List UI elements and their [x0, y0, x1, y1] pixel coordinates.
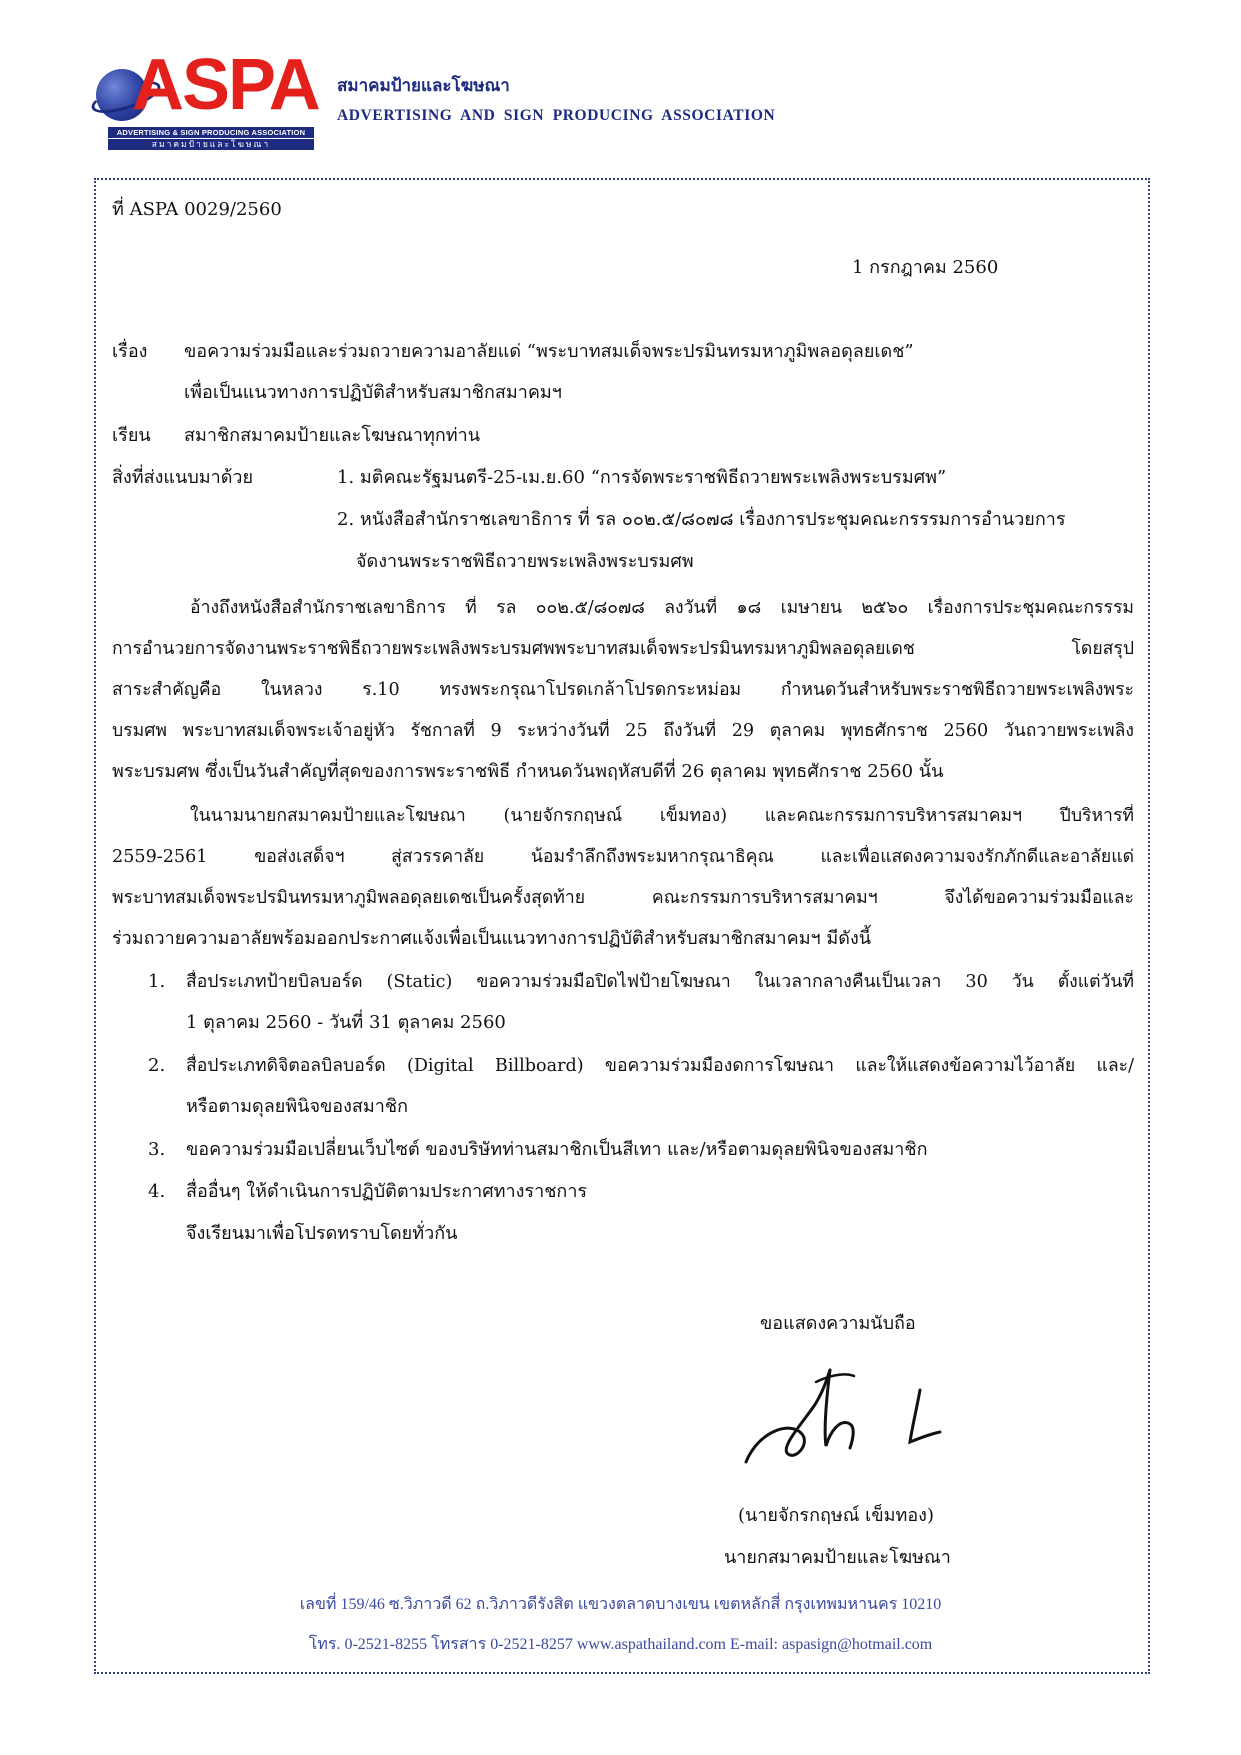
item-number: 2.	[148, 1055, 166, 1076]
org-name-english: ADVERTISING AND SIGN PRODUCING ASSOCIATION	[337, 107, 776, 124]
item-number: 1.	[148, 971, 166, 992]
paragraph-2-line: 2559-2561 ขอส่งเสด็จฯ สู่สวรรคาลัย น้อมรำลึกถึงพระมหากรุณาธิคุณ และเพื่อแสดงความจงรักภักดีและอาลัยแด่	[112, 847, 1134, 867]
subject-line-2: เพื่อเป็นแนวทางการปฏิบัติสำหรับสมาชิกสมาคมฯ	[184, 382, 562, 403]
paragraph-2-line: ในนามนายกสมาคมป้ายและโฆษณา (นายจักรกฤษณ์ เข็มทอง) และคณะกรรมการบริหารสมาคมฯ ปีบริหารที่	[190, 806, 1134, 826]
org-name-thai: สมาคมป้ายและโฆษณา	[337, 76, 510, 96]
signer-title: นายกสมาคมป้ายและโฆษณา	[724, 1547, 951, 1568]
attachment-2-line-2: จัดงานพระราชพิธีถวายพระเพลิงพระบรมศพ	[356, 551, 694, 572]
item-text-continued: 1 ตุลาคม 2560 - วันที่ 31 ตุลาคม 2560	[186, 1012, 506, 1033]
logo-band-thai: สมาคมป้ายและโฆษณา	[108, 139, 314, 150]
logo-wordmark: ASPA	[132, 45, 319, 125]
logo-band-english: ADVERTISING & SIGN PRODUCING ASSOCIATION	[108, 127, 314, 138]
closing-line: จึงเรียนมาเพื่อโปรดทราบโดยทั่วกัน	[186, 1223, 458, 1244]
item-text: สื่อประเภทป้ายบิลบอร์ด (Static) ขอความร่วมมือปิดไฟป้ายโฆษณา ในเวลากลางคืนเป็นเวลา 30 วัน ตั้งแต่วันที่	[186, 972, 1134, 992]
item-number: 4.	[148, 1181, 166, 1202]
paragraph-1-line: อ้างถึงหนังสือสำนักราชเลขาธิการ ที่ รล ๐๐๒.๕/๘๐๗๘ ลงวันที่ ๑๘ เมษายน ๒๕๖๐ เรื่องการประชุมคณะกรรรม	[190, 598, 1134, 618]
footer-address: เลขที่ 159/46 ซ.วิภาวดี 62 ถ.วิภาวดีรังสิต แขวงตลาดบางเขน เขตหลักสี่ กรุงเทพมหานคร 10210	[299, 1596, 942, 1613]
letter-date: 1 กรกฎาคม 2560	[852, 257, 999, 278]
reference-number: ที่ ASPA 0029/2560	[112, 199, 282, 220]
attachment-1: 1. มติคณะรัฐมนตรี-25-เม.ย.60 “การจัดพระราชพิธีถวายพระเพลิงพระบรมศพ”	[337, 467, 947, 488]
footer-contact: โทร. 0-2521-8255 โทรสาร 0-2521-8257 www.aspathailand.com E-mail: aspasign@hotmail.com	[308, 1636, 933, 1653]
attachments-label: สิ่งที่ส่งแนบมาด้วย	[112, 467, 254, 488]
paragraph-2-line: ร่วมถวายความอาลัยพร้อมออกประกาศแจ้งเพื่อเป็นแนวทางการปฏิบัติสำหรับสมาชิกสมาคมฯ มีดังนี้	[112, 928, 872, 949]
paragraph-2-line: พระบาทสมเด็จพระปรมินทรมหาภูมิพลอดุลยเดชเป็นครั้งสุดท้าย คณะกรรมการบริหารสมาคมฯ จึงได้ขอความร่วมมือและ	[112, 888, 1134, 908]
subject-line-1: ขอความร่วมมือและร่วมถวายความอาลัยแด่ “พระบาทสมเด็จพระปรมินทรมหาภูมิพลอดุลยเดช”	[184, 341, 914, 362]
to-recipients: สมาชิกสมาคมป้ายและโฆษณาทุกท่าน	[184, 425, 481, 446]
item-text-continued: หรือตามดุลยพินิจของสมาชิก	[186, 1096, 408, 1117]
item-text: สื่อประเภทดิจิตอลบิลบอร์ด (Digital Billboard) ขอความร่วมมืองดการโฆษณา และให้แสดงข้อความไว้อาลัย และ/	[186, 1056, 1134, 1076]
to-label: เรียน	[112, 425, 151, 446]
item-text: ขอความร่วมมือเปลี่ยนเว็บไซต์ ของบริษัทท่านสมาชิกเป็นสีเทา และ/หรือตามดุลยพินิจของสมาชิก	[186, 1139, 928, 1160]
signer-name: (นายจักรกฤษณ์ เข็มทอง)	[738, 1505, 934, 1526]
paragraph-1-line: การอำนวยการจัดงานพระราชพิธีถวายพระเพลิงพระบรมศพพระบาทสมเด็จพระปรมินทรมหาภูมิพลอดุลยเดช โดยสรุป	[112, 639, 1134, 659]
paragraph-1-line: บรมศพ พระบาทสมเด็จพระเจ้าอยู่หัว รัชกาลที่ 9 ระหว่างวันที่ 25 ถึงวันที่ 29 ตุลาคม พุทธศักราช 2560 วันถวายพระเพลิง	[112, 721, 1134, 741]
aspa-logo	[92, 45, 319, 151]
regards: ขอแสดงความนับถือ	[760, 1313, 916, 1334]
subject-label: เรื่อง	[112, 341, 148, 362]
attachment-2-line-1: 2. หนังสือสำนักราชเลขาธิการ ที่ รล ๐๐๒.๕/๘๐๗๘ เรื่องการประชุมคณะกรรรมการอำนวยการ	[337, 509, 1066, 530]
item-text: สื่ออื่นๆ ให้ดำเนินการปฏิบัติตามประกาศทางราชการ	[186, 1181, 588, 1202]
paragraph-1-line: สาระสำคัญคือ ในหลวง ร.10 ทรงพระกรุณาโปรดเกล้าโปรดกระหม่อม กำหนดวันสำหรับพระราชพิธีถวายพระเพลิงพระ	[112, 680, 1134, 700]
paragraph-1-line: พระบรมศพ ซึ่งเป็นวันสำคัญที่สุดของการพระราชพิธี กำหนดวันพฤหัสบดีที่ 26 ตุลาคม พุทธศักราช 2560 นั้น	[112, 761, 944, 782]
item-number: 3.	[148, 1139, 166, 1160]
handwritten-signature	[740, 1362, 968, 1482]
